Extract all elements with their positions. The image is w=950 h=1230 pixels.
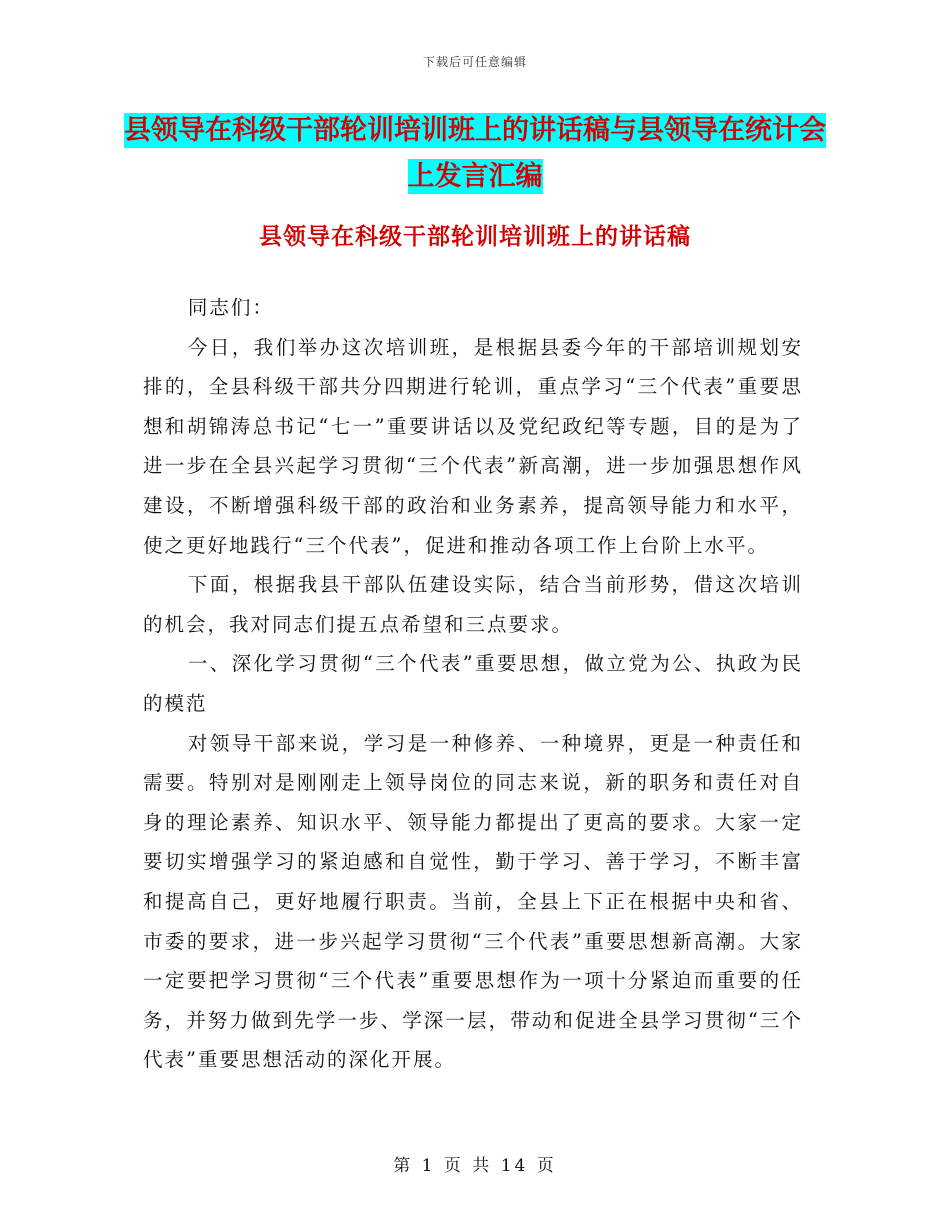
paragraph: 对领导干部来说，学习是一种修养、一种境界，更是一种责任和需要。特别对是刚刚走上领导岗位的同志来说，新的职务和责任对自身的理论素养、知识水平、领导能力都提出了更高的要求。大家一定要切实增强学习的紧迫感和自觉性，勤于学习、善于学习，不断丰富和提高自己，更好地履行职责。当前，全县上下正在根据中央和省、市委的要求，进一步兴起学习贯彻“三个代表”重要思想新高潮。大家一定要把学习贯彻“三个代表”重要思想作为一项十分紧迫而重要的任务，并努力做到先学一步、学深一层，带动和促进全县学习贯彻“三个代表”重要思想活动的深化开展。 <box>143 731 803 1072</box>
document-title <box>120 108 830 200</box>
section-heading: 一、深化学习贯彻“三个代表”重要思想，做立党为公、执政为民的模范 <box>143 652 803 715</box>
salutation: 同志们： <box>187 296 274 319</box>
body-text <box>143 288 803 1080</box>
paragraph: 下面，根据我县干部队伍建设实际，结合当前形势，借这次培训的机会，我对同志们提五点希望和三点要求。 <box>143 573 803 636</box>
header-note: 下载后可任意编辑 <box>422 55 527 69</box>
document-title-text: 县领导在科级干部轮训培训班上的讲话稿与县领导在统计会上发言汇编 <box>124 115 826 192</box>
paragraph: 今日，我们举办这次培训班，是根据县委今年的干部培训规划安排的，全县科级干部共分四期进行轮训，重点学习“三个代表”重要思想和胡锦涛总书记“七一”重要讲话以及党纪政纪等专题，目的是为了进一步在全县兴起学习贯彻“三个代表”新高潮，进一步加强思想作风建设，不断增强科级干部的政治和业务素养，提高领导能力和水平，使之更好地践行“三个代表”，促进和推动各项工作上台阶上水平。 <box>143 335 803 557</box>
section-title: 县领导在科级干部轮训培训班上的讲话稿 <box>259 224 691 250</box>
page-number: 第 1 页 共 14 页 <box>393 1156 557 1176</box>
